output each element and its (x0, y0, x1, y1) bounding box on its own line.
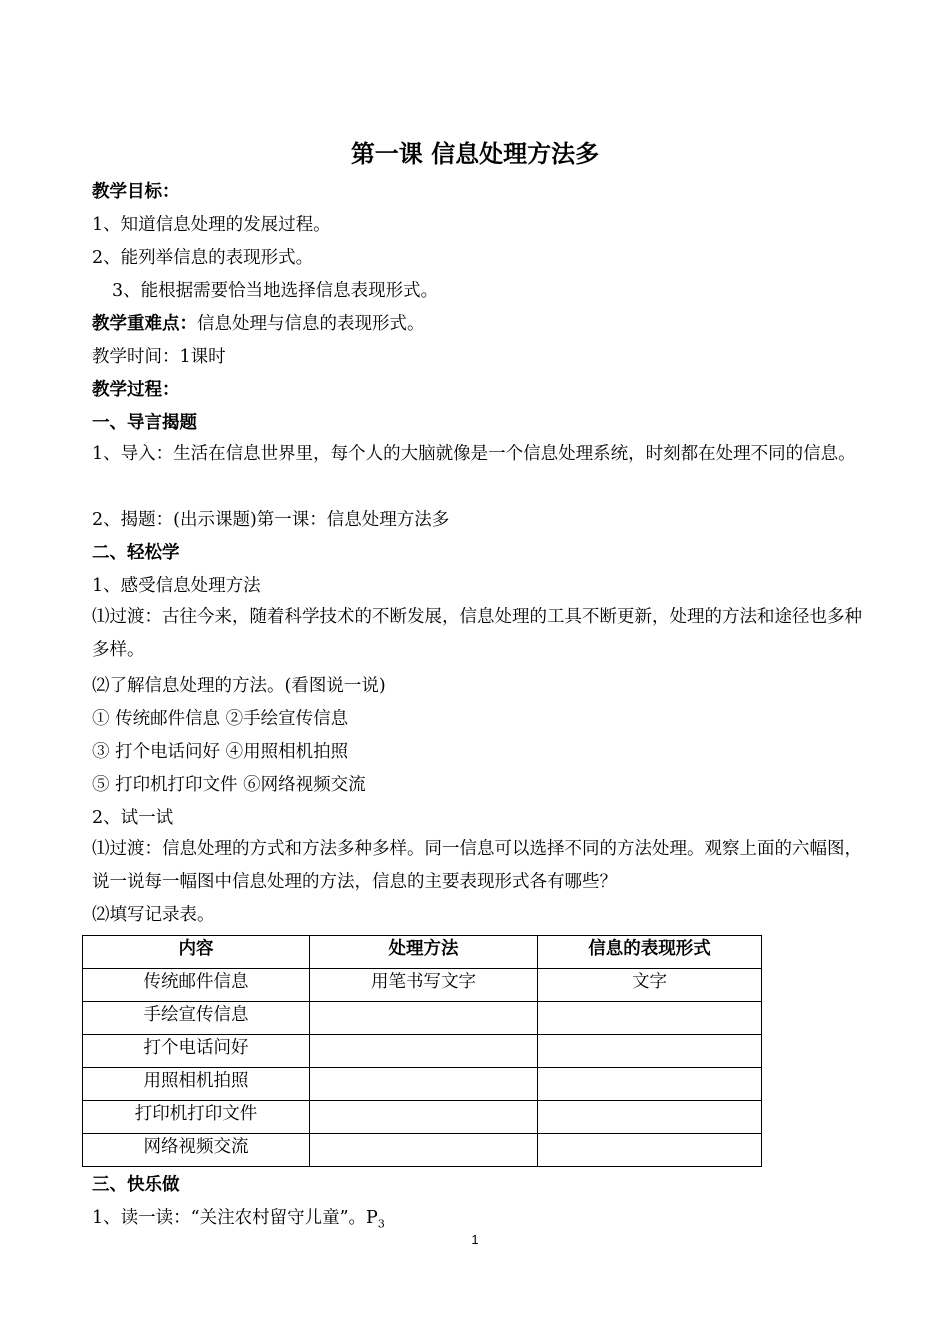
table-row (83, 1068, 762, 1101)
table-cell: 打个电话问好 (83, 1035, 310, 1068)
section2-sub2: 2、试一试 (92, 808, 174, 828)
try-fill: ⑵填写记录表。 (92, 905, 215, 925)
section1-item2: 2、揭题：(出示课题)第一课：信息处理方法多 (92, 510, 450, 530)
table-cell (310, 1134, 538, 1167)
table-row (83, 1002, 762, 1035)
table-row (83, 1101, 762, 1134)
objective-3: 3、能根据需要恰当地选择信息表现形式。 (112, 281, 439, 301)
section2-heading: 二、轻松学 (92, 543, 180, 563)
methods-row-1: ① 传统邮件信息 ②手绘宣传信息 (92, 709, 349, 729)
table-cell: 打印机打印文件 (83, 1101, 310, 1134)
try-transition: ⑴过渡：信息处理的方式和方法多种多样。同一信息可以选择不同的方法处理。观察上面的六幅图，说一说每一幅图中信息处理的方法，信息的主要表现形式各有哪些？ (92, 839, 862, 892)
methods-row-3: ⑤ 打印机打印文件 ⑥网络视频交流 (92, 775, 366, 795)
table-row (83, 969, 762, 1002)
section3-heading: 三、快乐做 (92, 1175, 180, 1195)
table-cell: 手绘宣传信息 (83, 1002, 310, 1035)
table-cell (538, 1134, 762, 1167)
key-points-text: 信息处理与信息的表现形式。 (197, 314, 425, 334)
section1-heading: 一、导言揭题 (92, 413, 197, 433)
table-header-cell: 信息的表现形式 (538, 936, 762, 969)
table-row (83, 1134, 762, 1167)
table-cell (538, 1101, 762, 1134)
table-cell (310, 1035, 538, 1068)
table-cell: 网络视频交流 (83, 1134, 310, 1167)
table-cell: 文字 (538, 969, 762, 1002)
objective-1: 1、知道信息处理的发展过程。 (92, 215, 331, 235)
table-header-cell: 处理方法 (310, 936, 538, 969)
teaching-time: 教学时间：1课时 (92, 347, 226, 367)
table-cell: 用照相机拍照 (83, 1068, 310, 1101)
objective-2: 2、能列举信息的表现形式。 (92, 248, 314, 268)
table-cell (310, 1002, 538, 1035)
key-points (92, 312, 425, 336)
key-points-label: 教学重难点： (92, 314, 197, 334)
section1-item1: 1、导入：生活在信息世界里，每个人的大脑就像是一个信息处理系统，时刻都在处理不同的信息。 (92, 444, 856, 464)
table-cell (538, 1002, 762, 1035)
table-cell (310, 1068, 538, 1101)
table-cell (538, 1068, 762, 1101)
objectives-heading: 教学目标： (92, 182, 180, 202)
process-heading: 教学过程： (92, 380, 180, 400)
page-ref-subscript: 3 (377, 1217, 385, 1231)
table-cell: 传统邮件信息 (83, 969, 310, 1002)
table-header-cell: 内容 (83, 936, 310, 969)
page-title: 第一课 信息处理方法多 (350, 140, 600, 168)
section2-understand: ⑵了解信息处理的方法。(看图说一说) (92, 676, 386, 696)
table-header-row (83, 936, 762, 969)
table-row (83, 1035, 762, 1068)
section3-item1-text: 1、读一读：“关注农村留守儿童”。P (92, 1208, 378, 1228)
methods-row-2: ③ 打个电话问好 ④用照相机拍照 (92, 742, 349, 762)
table-cell: 用笔书写文字 (310, 969, 538, 1002)
table-cell (538, 1035, 762, 1068)
table-cell (310, 1101, 538, 1134)
section2-sub1: 1、感受信息处理方法 (92, 576, 261, 596)
section2-transition: ⑴过渡：古往今来，随着科学技术的不断发展，信息处理的工具不断更新，处理的方法和途径也多种多样。 (92, 607, 862, 660)
page-number: 1 (471, 1232, 479, 1247)
record-table (82, 935, 762, 1167)
